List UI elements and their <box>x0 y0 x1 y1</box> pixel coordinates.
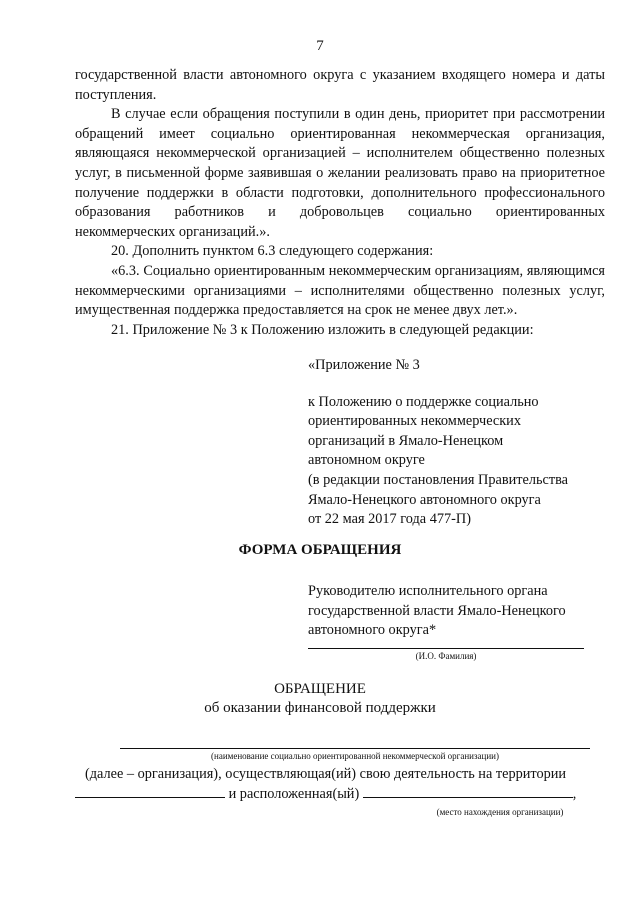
recipient-block <box>308 582 566 641</box>
location-caption: (место нахождения организации) <box>436 807 564 817</box>
recipient-line: автономного округа* <box>308 622 437 639</box>
location-end: , <box>572 786 577 802</box>
appeal-subtitle: об оказании финансовой поддержки <box>204 700 436 716</box>
territory-blank <box>75 785 225 798</box>
declaration <box>75 765 605 785</box>
org-name-caption: (наименование социально ориентированной некоммерческой организации) <box>211 751 499 761</box>
paragraph-continuation: государственной власти автономного округа с указанием входящего номера и даты поступления. <box>75 67 605 103</box>
paragraph-item-21: 21. Приложение № 3 к Положению изложить в следующей редакции: <box>111 321 534 338</box>
appendix-title: «Приложение № 3 <box>308 357 420 373</box>
paragraph-item-20: 20. Дополнить пунктом 6.3 следующего содержания: <box>111 243 434 260</box>
signature-caption: (И.О. Фамилия) <box>415 651 477 661</box>
appeal-heading <box>0 680 640 718</box>
appendix-line: Ямало-Ненецкого автономного округа <box>308 491 541 508</box>
appendix-line: ориентированных некоммерческих <box>308 413 521 430</box>
paragraph-priority: В случае если обращения поступили в один день, приоритет при рассмотрении обращений имеет социально ориентированная некоммерческая организация, являющаяся некоммерческой организацией – исполнителем общественно полезных услуг, в письменной форме заявившая о желании реализовать право на приоритетное получение поддержки в области подготовки, дополнительного профессионального образования работников и добровольцев социально ориентированных некоммерческих организаций.». <box>75 106 605 240</box>
org-name-line <box>120 748 590 749</box>
signature-line <box>308 648 584 649</box>
appendix-line: от 22 мая 2017 года 477-П) <box>308 511 471 528</box>
appeal-title: ОБРАЩЕНИЕ <box>274 681 366 697</box>
body-text <box>75 66 605 340</box>
location-blank <box>363 785 573 798</box>
appendix-line: (в редакции постановления Правительства <box>308 471 569 488</box>
appendix-line: автономном округе <box>308 452 425 469</box>
recipient-line: государственной власти Ямало-Ненецкого <box>308 602 566 619</box>
declaration-text: (далее – организация), осуществляющая(ий) свою деятельность на территории <box>85 766 567 782</box>
appendix-line: к Положению о поддержке социально <box>308 393 539 410</box>
appendix-header <box>308 356 568 530</box>
paragraph-item-6-3: «6.3. Социально ориентированным некоммерческим организациям, являющимся некоммерческими организациями – исполнителями общественно полезных услуг, имущественная поддержка предоставляется на срок не менее двух лет.». <box>75 262 605 319</box>
recipient-line: Руководителю исполнительного органа <box>308 583 548 599</box>
location-text: и расположенная(ый) <box>228 786 360 802</box>
appendix-line: организаций в Ямало-Ненецком <box>308 432 504 449</box>
page-number: 7 <box>316 38 324 54</box>
form-title: ФОРМА ОБРАЩЕНИЯ <box>238 542 402 558</box>
location-row <box>75 785 605 805</box>
